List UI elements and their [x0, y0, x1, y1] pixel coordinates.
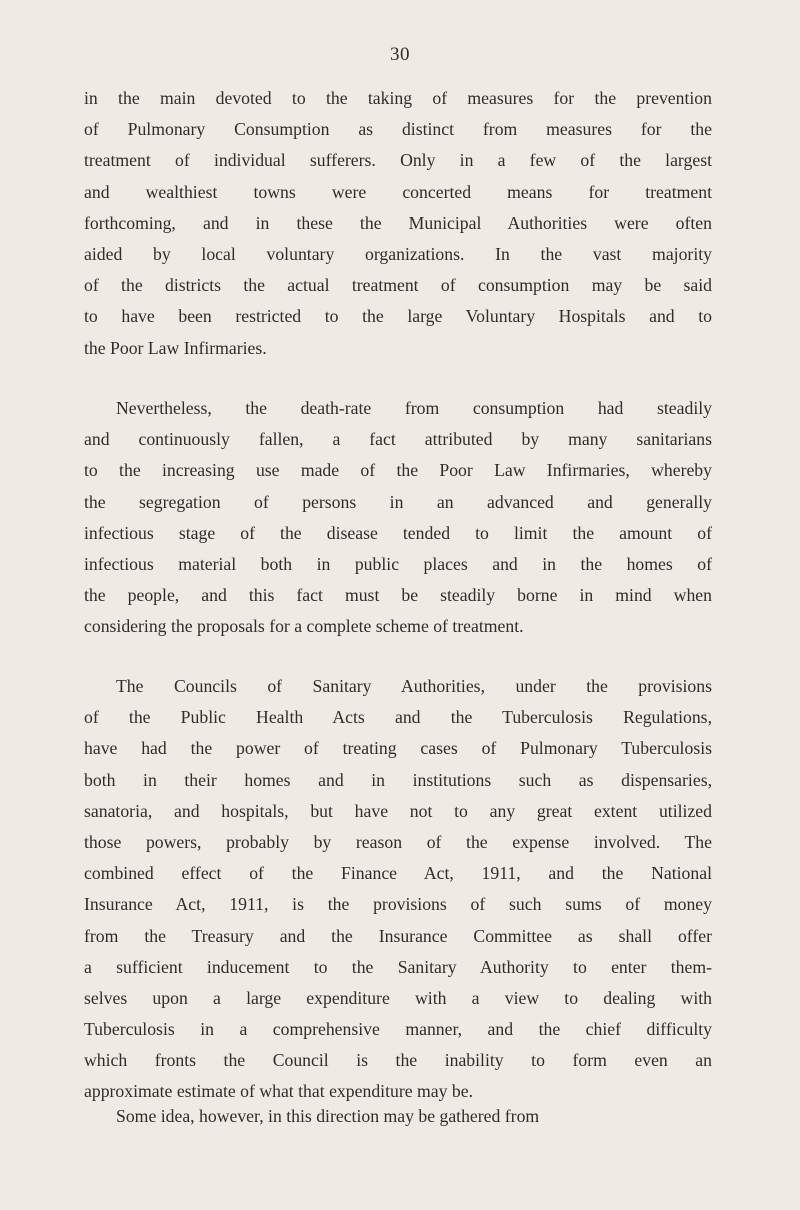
- text-line: from the Treasury and the Insurance Committee as shall offer: [84, 925, 712, 946]
- text-line: and wealthiest towns were concerted means for treatment: [84, 181, 712, 202]
- text-line: those powers, probably by reason of the expense involved. The: [84, 831, 712, 852]
- paragraph-3: [84, 671, 712, 1108]
- text-line: aided by local voluntary organizations. In the vast majority: [84, 243, 712, 264]
- text-line: the Poor Law Infirmaries.: [84, 337, 267, 358]
- text-line: in the main devoted to the taking of measures for the prevention: [84, 88, 712, 108]
- text-line: which fronts the Council is the inability to form even an: [84, 1050, 712, 1071]
- text-line: Nevertheless, the death-rate from consumption had steadily: [116, 398, 712, 418]
- text-line: of the districts the actual treatment of consumption may be said: [84, 275, 712, 296]
- text-line: to the increasing use made of the Poor Law Infirmaries, whereby: [84, 460, 712, 481]
- text-line: combined effect of the Finance Act, 1911, and the National: [84, 863, 712, 884]
- text-line: Tuberculosis in a comprehensive manner, and the chief difficulty: [84, 1019, 712, 1040]
- text-line: selves upon a large expenditure with a view to dealing with: [84, 987, 712, 1008]
- text-line: sanatoria, and hospitals, but have not to any great extent utilized: [84, 800, 712, 821]
- text-line: The Councils of Sanitary Authorities, under the provisions: [116, 676, 712, 696]
- text-line: infectious material both in public places and in the homes of: [84, 553, 712, 574]
- text-line: the people, and this fact must be steadily borne in mind when: [84, 585, 712, 606]
- text-line: forthcoming, and in these the Municipal Authorities were often: [84, 212, 712, 233]
- paragraph-1: [84, 83, 712, 364]
- text-line: and continuously fallen, a fact attributed by many sanitarians: [84, 429, 712, 450]
- page-number: 30: [390, 44, 410, 65]
- text-line: approximate estimate of what that expenditure may be.: [84, 1081, 473, 1102]
- text-line: the segregation of persons in an advanced and generally: [84, 491, 712, 512]
- text-line: a sufficient inducement to the Sanitary Authority to enter them-: [84, 956, 712, 977]
- text-line: Some idea, however, in this direction may be gathered from: [116, 1106, 540, 1126]
- text-line: infectious stage of the disease tended to limit the amount of: [84, 522, 712, 543]
- text-line: Insurance Act, 1911, is the provisions of such sums of money: [84, 894, 712, 915]
- text-line: treatment of individual sufferers. Only in a few of the largest: [84, 150, 712, 171]
- text-line: considering the proposals for a complete scheme of treatment.: [84, 616, 524, 637]
- text-line: to have been restricted to the large Voluntary Hospitals and to: [84, 306, 712, 327]
- text-line: of the Public Health Acts and the Tuberculosis Regulations,: [84, 707, 712, 728]
- text-line: both in their homes and in institutions such as dispensaries,: [84, 769, 712, 790]
- paragraph-2: [84, 393, 712, 643]
- text-line: of Pulmonary Consumption as distinct from measures for the: [84, 119, 712, 140]
- text-line: have had the power of treating cases of Pulmonary Tuberculosis: [84, 738, 712, 759]
- paragraph-4: [84, 1101, 712, 1132]
